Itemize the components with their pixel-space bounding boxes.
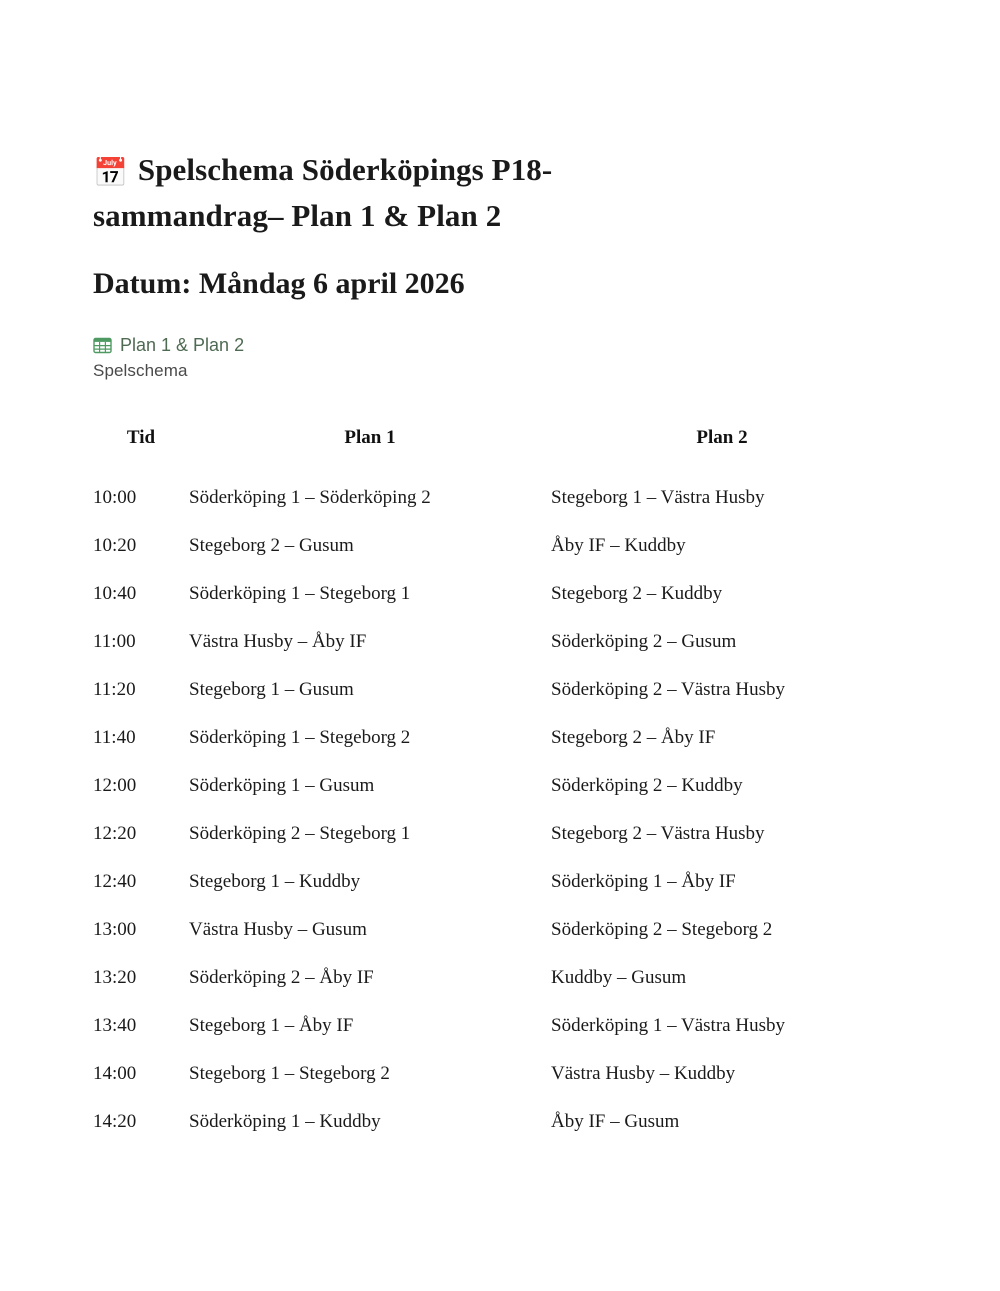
spreadsheet-icon: [93, 336, 112, 355]
table-row: [93, 1099, 893, 1147]
cell-plan1: Söderköping 1 – Stegeborg 1: [189, 582, 411, 604]
cell-tid: 12:40: [93, 870, 137, 892]
cell-tid: 13:00: [93, 918, 137, 940]
table-row: [93, 955, 893, 1003]
cell-plan1: Stegeborg 1 – Stegeborg 2: [189, 1062, 390, 1084]
cell-tid: 12:00: [93, 774, 137, 796]
cell-tid: 11:20: [93, 678, 136, 700]
table-row: [93, 763, 893, 811]
cell-plan2: Stegeborg 2 – Kuddby: [551, 582, 723, 604]
cell-tid: 13:40: [93, 1014, 137, 1036]
table-header-row: [93, 427, 893, 475]
cell-tid: 14:20: [93, 1110, 137, 1132]
cell-tid: 11:00: [93, 630, 136, 652]
table-row: [93, 811, 893, 859]
table-row: [93, 619, 893, 667]
schedule-table-body: [93, 475, 893, 1147]
cell-tid: 10:00: [93, 486, 137, 508]
cell-plan2: Söderköping 1 – Västra Husby: [551, 1014, 785, 1036]
table-row: [93, 907, 893, 955]
cell-plan2: Söderköping 2 – Västra Husby: [551, 678, 785, 700]
cell-plan1: Västra Husby – Gusum: [189, 918, 367, 940]
table-row: [93, 667, 893, 715]
page-title-text: Spelschema Söderköpings P18-sammandrag– Plan 1 & Plan 2: [93, 152, 553, 233]
cell-tid: 13:20: [93, 966, 137, 988]
cell-plan1: Stegeborg 1 – Åby IF: [189, 1014, 354, 1036]
calendar-icon: 📅: [93, 158, 128, 189]
cell-plan2: Åby IF – Kuddby: [551, 534, 686, 556]
table-row: [93, 571, 893, 619]
schedule-table: [93, 427, 893, 1147]
cell-plan1: Stegeborg 1 – Kuddby: [189, 870, 361, 892]
cell-plan2: Västra Husby – Kuddby: [551, 1062, 736, 1084]
cell-plan1: Söderköping 1 – Kuddby: [189, 1110, 381, 1132]
cell-tid: 10:40: [93, 582, 137, 604]
page-title: [93, 148, 733, 238]
cell-plan2: Stegeborg 1 – Västra Husby: [551, 486, 765, 508]
cell-plan2: Söderköping 2 – Gusum: [551, 630, 737, 652]
cell-tid: 14:00: [93, 1062, 137, 1084]
date-heading: Datum: Måndag 6 april 2026: [93, 266, 465, 300]
cell-plan2: Stegeborg 2 – Västra Husby: [551, 822, 765, 844]
cell-plan1: Söderköping 1 – Stegeborg 2: [189, 726, 411, 748]
cell-plan1: Västra Husby – Åby IF: [189, 630, 367, 652]
table-row: [93, 523, 893, 571]
document-body: [93, 148, 913, 1147]
table-row: [93, 475, 893, 523]
column-header-plan1: Plan 1: [344, 426, 396, 448]
sheet-label: Plan 1 & Plan 2: [120, 334, 245, 355]
sheet-reference: [93, 335, 913, 356]
cell-plan1: Söderköping 2 – Stegeborg 1: [189, 822, 411, 844]
cell-plan2: Söderköping 1 – Åby IF: [551, 870, 736, 892]
table-row: [93, 1003, 893, 1051]
table-row: [93, 859, 893, 907]
cell-tid: 10:20: [93, 534, 137, 556]
cell-plan1: Stegeborg 1 – Gusum: [189, 678, 354, 700]
cell-plan2: Söderköping 2 – Kuddby: [551, 774, 743, 796]
cell-plan2: Stegeborg 2 – Åby IF: [551, 726, 716, 748]
column-header-plan2: Plan 2: [696, 426, 748, 448]
cell-plan2: Söderköping 2 – Stegeborg 2: [551, 918, 773, 940]
cell-plan2: Kuddby – Gusum: [551, 966, 687, 988]
column-header-tid: Tid: [126, 426, 156, 448]
cell-plan1: Stegeborg 2 – Gusum: [189, 534, 354, 556]
cell-plan1: Söderköping 1 – Söderköping 2: [189, 486, 431, 508]
cell-plan2: Åby IF – Gusum: [551, 1110, 680, 1132]
table-row: [93, 1051, 893, 1099]
cell-plan1: Söderköping 1 – Gusum: [189, 774, 375, 796]
cell-tid: 11:40: [93, 726, 136, 748]
table-row: [93, 715, 893, 763]
sheet-sub-label: Spelschema: [93, 360, 188, 380]
cell-plan1: Söderköping 2 – Åby IF: [189, 966, 374, 988]
cell-tid: 12:20: [93, 822, 137, 844]
